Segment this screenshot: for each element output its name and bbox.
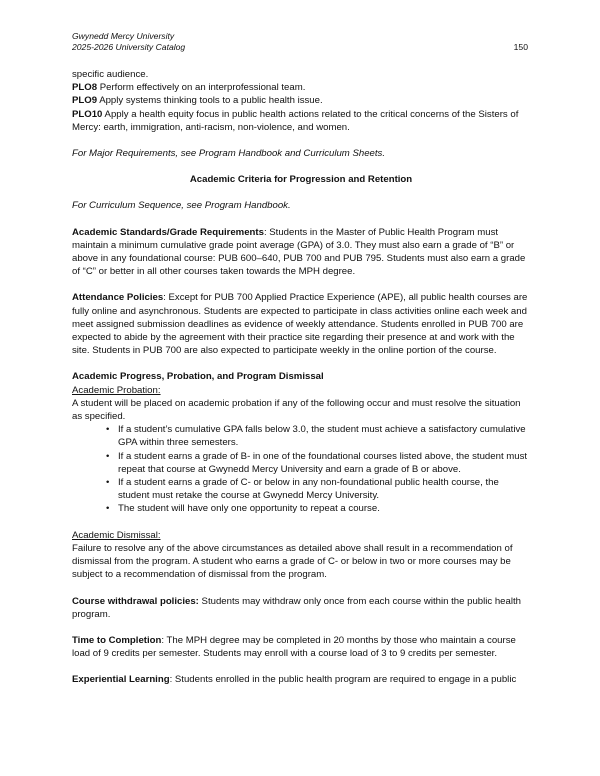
plo-item (72, 108, 530, 134)
dismissal-label: Academic Dismissal: (72, 529, 161, 541)
plo-text: Perform effectively on an interprofessional team. (97, 82, 306, 94)
list-item-text: If a student earns a grade of C- or below in any non-foundational public health course, the student must retake the course at Gwynedd Mercy University. (118, 477, 499, 502)
completion-text: : The MPH degree may be completed in 20 months by those who maintain a course load of 9 credits per semester. Students may enroll with a course load of 3 to 9 credits per semester. (72, 634, 516, 660)
list-item (72, 502, 530, 515)
list-item (72, 423, 530, 449)
completion-paragraph (72, 634, 530, 660)
standards-label: Academic Standards/Grade Requirements (72, 226, 264, 238)
plo-code: PLO8 (72, 82, 98, 94)
plo-item (72, 81, 530, 94)
bullet-icon: • (106, 424, 110, 436)
standards-paragraph (72, 226, 530, 279)
page-number: 150 (513, 42, 528, 52)
bullet-icon: • (106, 503, 110, 515)
withdrawal-label: Course withdrawal policies: (72, 595, 199, 607)
attendance-text: : Except for PUB 700 Applied Practice Experience (APE), all public health courses are fully online and asynchronous. Students are expected to participate in class activities online each week and meet assigned submission deadlines as evidence of weekly attendance. Students enrolled in PUB 700 are expected to abide by the agreement with their practice site regarding their presence at and work with the site. Students in PUB 700 are also expected to participate weekly in the online portion of the course. (72, 292, 528, 357)
standards-text: : Students in the Master of Public Health Program must maintain a minimum cumulative grade point average (GPA) of 3.0. They must also earn a grade of “B” or above in any foundational course: PUB 600–640, PUB 700 and PUB 795. Students must also earn a grade of “C” or better in all other courses taken towards the MPH degree. (72, 226, 526, 278)
plo-code: PLO10 (72, 108, 103, 120)
withdrawal-text: Students may withdraw only once from each course within the public health program. (72, 595, 521, 620)
list-item (72, 450, 530, 476)
attendance-paragraph (72, 291, 530, 357)
probation-intro: A student will be placed on academic probation if any of the following occur and must resolve the situation as specified. (72, 397, 521, 423)
dismissal-text: Failure to resolve any of the above circumstances as detailed above shall result in a recommendation of dismissal from the program. A student who earns a grade of C- or below in two or more courses may be subject to a recommendation of dismissal from the program. (72, 542, 513, 581)
page-body (72, 68, 530, 687)
experiential-text: : Students enrolled in the public health program are required to engage in a public (169, 674, 517, 686)
section-heading: Academic Criteria for Progression and Retention (189, 174, 413, 186)
header-catalog-title: 2025-2026 University Catalog (72, 42, 186, 52)
curriculum-sequence-note: For Curriculum Sequence, see Program Handbook. (72, 200, 291, 212)
experiential-label: Experiential Learning (72, 674, 170, 686)
list-item-text: The student will have only one opportunity to repeat a course. (118, 503, 380, 515)
plo-intro-tail: specific audience. (72, 69, 149, 80)
major-requirements-note: For Major Requirements, see Program Handbook and Curriculum Sheets. (72, 148, 386, 160)
plo-text: Apply systems thinking tools to a public health issue. (97, 95, 323, 107)
probation-label: Academic Probation: (72, 384, 161, 396)
page-header (72, 31, 528, 53)
list-item-text: If a student’s cumulative GPA falls below 3.0, the student must achieve a satisfactory cumulative GPA within three semesters. (118, 424, 526, 449)
progress-heading: Academic Progress, Probation, and Program Dismissal (72, 371, 324, 383)
attendance-label: Attendance Policies (72, 292, 164, 304)
bullet-icon: • (106, 450, 110, 462)
probation-list (72, 423, 530, 515)
bullet-icon: • (106, 477, 110, 489)
completion-label: Time to Completion (72, 634, 162, 646)
header-institution: Gwynedd Mercy University (72, 31, 175, 41)
plo-text: Apply a health equity focus in public health actions related to the critical concerns of the Sisters of Mercy: earth, immigration, anti-racism, non-violence, and women. (72, 108, 519, 133)
plo-item (72, 94, 530, 107)
list-item (72, 476, 530, 502)
withdrawal-paragraph (72, 595, 530, 621)
plo-code: PLO9 (72, 95, 98, 107)
experiential-paragraph (72, 673, 530, 686)
list-item-text: If a student earns a grade of B- in one of the foundational courses listed above, the student must repeat that course at Gwynedd Mercy University and earn a grade of B or above. (118, 450, 528, 475)
